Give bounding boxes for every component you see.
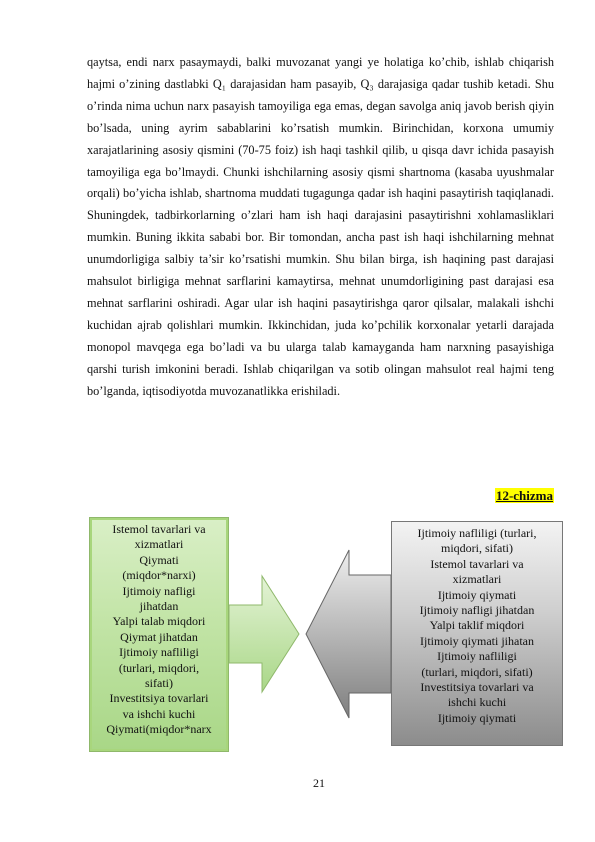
demand-box-line: (turlari, miqdori, <box>118 660 200 675</box>
supply-box-line: Ijtimoiy qiymati <box>437 587 517 602</box>
supply-box <box>391 521 563 746</box>
demand-box-line: Yalpi talab miqdori <box>112 614 206 629</box>
demand-box-line: sifati) <box>145 676 173 691</box>
demand-box <box>89 517 229 752</box>
demand-box-line: xizmatlari <box>134 537 184 552</box>
supply-box-line: miqdori, sifati) <box>441 541 513 556</box>
demand-box-line: Qiymat jihatdan <box>120 629 198 644</box>
supply-box-line: Ijtimoiy nafliligi (turlari, <box>417 526 537 540</box>
supply-box-line: Ijtimoiy nafliligi <box>437 649 517 664</box>
demand-box-line: Ijtimoiy nafligi <box>122 583 196 598</box>
supply-box-line: xizmatlari <box>452 572 502 587</box>
demand-box-line: Ijtimoiy nafliligi <box>119 645 199 660</box>
demand-box-line: Investitsiya tovarlari <box>109 691 209 706</box>
left-pointing-arrow <box>306 550 391 718</box>
supply-box-line: Ijtimoiy qiymati jihatan <box>420 633 534 648</box>
demand-box-content <box>92 520 226 749</box>
supply-box-line: Investitsiya tovarlari va <box>420 680 534 695</box>
demand-box-line: (miqdor*narxi) <box>122 568 196 583</box>
body-paragraph: qaytsa, endi narx pasaymaydi, balki muvozanat yangi ye holatiga ko’chib, ishlab chiqarish hajmi o’zining dastlabki Q₁ darajasidan ham pasayib, Q₃ darajasiga qadar tushib ketadi. Shu o’rinda nima uchun narx pasayish tamoyiliga ega emas, degan savolga aniq javob berish qiyin bo’lsada, uning ayrim sabablarini ko’rsatish mumkin. Birinchidan, korxona umumiy xarajatlarining asosiy qismini (70-75 foiz) ish haqi tashkil qilib, u qisqa davr ichida pasayish tamoyiliga ega bo’lmaydi. Chunki ishchilarning asosiy qismi shartnoma (kasaba uyushmalar orqali) bo’yicha ishlab, shartnoma muddati tugagunga qadar ish haqini pasaytirish taqiqlanadi. Shuningdek, tadbirkorlarning o’zlari ham ish haqi darajasini pasaytirishni xohlamasliklari mumkin. Buning ikkita sababi bor. Bir tomondan, ancha past ish haqi ishchilarning mehnat unumdorligiga salbiy ta’sir ko’rsatishi mumkin. Shu bilan birga, ish haqining past darajasi mahsulot birligiga mehnat sarflarini kamaytirsa, mehnat unumdorligining past darajasi esa mehnat sarflarini oshiradi. Agar ular ish haqini pasaytirishga qaror qilsalar, malakali ishchi kuchidan ajrab qolishlari mumkin. Ikkinchidan, juda ko’pchilik korxonalar yetarli darajada monopol mavqega ega bo’ladi va bu ularga talab kamayganda ham narxning pasayishiga qarshi turish imkonini beradi. Ishlab chiqarilgan va sotib olingan mahsulot real hajmi teng bo’lganda, iqtisodiyotda muvozanatlikka erishiladi. <box>87 55 554 398</box>
demand-box-line: jihatdan <box>139 599 179 614</box>
figure-label-container <box>87 487 554 505</box>
demand-box-line: Qiymati <box>139 552 179 567</box>
supply-box-line: Istemol tavarlari va <box>430 556 524 571</box>
supply-box-line: Ijtimoiy qiymati <box>437 710 517 725</box>
figure-label: 12-chizma <box>495 488 553 503</box>
supply-box-line: (turlari, miqdori, sifati) <box>421 664 533 679</box>
page-number: 21 <box>313 776 325 790</box>
supply-box-line: ishchi kuchi <box>447 695 507 710</box>
right-pointing-arrow <box>229 576 299 692</box>
demand-box-line: Istemol tavarlari va <box>112 522 206 536</box>
supply-box-line: Yalpi taklif miqdori <box>429 618 525 633</box>
demand-box-line: Qiymati(miqdor*narx <box>106 722 212 737</box>
supply-box-line: Ijtimoiy nafligi jihatdan <box>419 603 535 618</box>
demand-box-line: va ishchi kuchi <box>122 706 196 721</box>
